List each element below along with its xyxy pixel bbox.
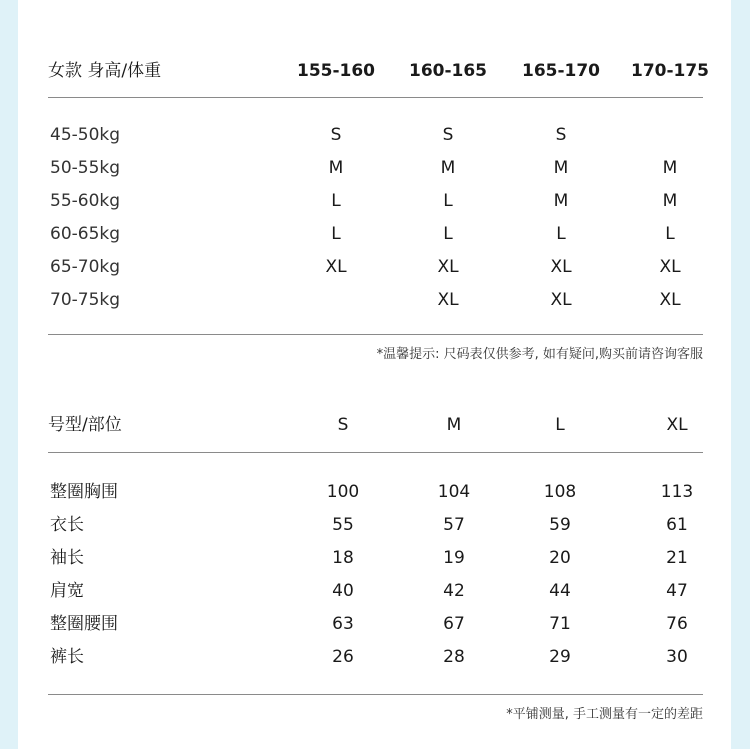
table-row: [18, 543, 731, 573]
table-cell: M: [553, 191, 569, 211]
row-label: 55-60kg: [50, 191, 121, 211]
table-cell: 29: [549, 647, 571, 667]
table-cell: M: [440, 158, 456, 178]
table-cell: 71: [549, 614, 571, 634]
table-cell: 100: [326, 482, 360, 502]
table-cell: 63: [332, 614, 354, 634]
table2-col-header: XL: [666, 415, 688, 435]
table-cell: 61: [666, 515, 688, 535]
table-cell: 113: [660, 482, 694, 502]
table-cell: 30: [666, 647, 688, 667]
table-cell: L: [443, 224, 453, 244]
row-label: 袖长: [50, 548, 84, 568]
table-cell: 42: [443, 581, 465, 601]
size-chart-card: [18, 0, 731, 749]
table-row: [18, 252, 731, 282]
table-row: [18, 186, 731, 216]
table2-col-header: S: [337, 415, 349, 435]
table-cell: XL: [550, 257, 572, 277]
row-label: 肩宽: [50, 581, 84, 601]
table-cell: [625, 120, 715, 150]
table1-note: *温馨提示: 尺码表仅供参考, 如有疑问,购买前请咨询客服: [376, 347, 703, 362]
table-cell: 19: [443, 548, 465, 568]
table-cell: 67: [443, 614, 465, 634]
table-cell: 28: [443, 647, 465, 667]
table-cell: L: [331, 191, 341, 211]
table-cell: 26: [332, 647, 354, 667]
table-cell: M: [662, 158, 678, 178]
table-row: [18, 477, 731, 507]
row-label: 50-55kg: [50, 158, 121, 178]
row-label: 衣长: [50, 515, 84, 535]
row-label: 65-70kg: [50, 257, 121, 277]
table-cell: 104: [437, 482, 471, 502]
table2-col-header: L: [555, 415, 565, 435]
row-label: 整圈腰围: [50, 614, 118, 634]
table-cell: 55: [332, 515, 354, 535]
table1-col-header: 160-165: [408, 61, 488, 81]
table-cell: L: [331, 224, 341, 244]
table-row: [18, 609, 731, 639]
table1-col-header: 170-175: [630, 61, 710, 81]
table-cell: 57: [443, 515, 465, 535]
table-row: [18, 576, 731, 606]
table1-col-header: 165-170: [521, 61, 601, 81]
table1-header-row: [18, 56, 731, 86]
table-cell: S: [555, 125, 567, 145]
table-cell: 44: [549, 581, 571, 601]
table-cell: XL: [437, 257, 459, 277]
table-cell: 20: [549, 548, 571, 568]
table-cell: XL: [325, 257, 347, 277]
table1-header-label: 女款 身高/体重: [48, 61, 162, 81]
table-cell: M: [662, 191, 678, 211]
table-cell: M: [328, 158, 344, 178]
table-cell: 40: [332, 581, 354, 601]
table-cell: M: [553, 158, 569, 178]
row-label: 60-65kg: [50, 224, 121, 244]
table-row: [18, 510, 731, 540]
table-cell: L: [443, 191, 453, 211]
table-cell: S: [330, 125, 342, 145]
table-row: [18, 642, 731, 672]
table2-header-label: 号型/部位: [48, 415, 122, 435]
table-row: [18, 285, 731, 315]
table-cell: 59: [549, 515, 571, 535]
table1-footer-divider: [48, 334, 703, 335]
table-row: [18, 153, 731, 183]
table-cell: 76: [666, 614, 688, 634]
row-label: 裤长: [50, 647, 84, 667]
row-label: 70-75kg: [50, 290, 121, 310]
table-row: [18, 120, 731, 150]
table1-col-header: 155-160: [296, 61, 376, 81]
table-cell: 18: [332, 548, 354, 568]
row-label: 45-50kg: [50, 125, 121, 145]
table-cell: L: [665, 224, 675, 244]
table-row: [18, 219, 731, 249]
table2-header-row: [18, 410, 731, 440]
table-cell: XL: [437, 290, 459, 310]
table-cell: [291, 285, 381, 315]
table-cell: XL: [550, 290, 572, 310]
table-cell: 47: [666, 581, 688, 601]
table-cell: 108: [543, 482, 577, 502]
table-cell: L: [556, 224, 566, 244]
table2-footer-divider: [48, 694, 703, 695]
table-cell: S: [442, 125, 454, 145]
table1-header-divider: [48, 97, 703, 98]
table-cell: 21: [666, 548, 688, 568]
table2-note: *平铺测量, 手工测量有一定的差距: [506, 707, 703, 722]
table2-header-divider: [48, 452, 703, 453]
table-cell: XL: [659, 290, 681, 310]
row-label: 整圈胸围: [50, 482, 118, 502]
table2-col-header: M: [446, 415, 462, 435]
table-cell: XL: [659, 257, 681, 277]
